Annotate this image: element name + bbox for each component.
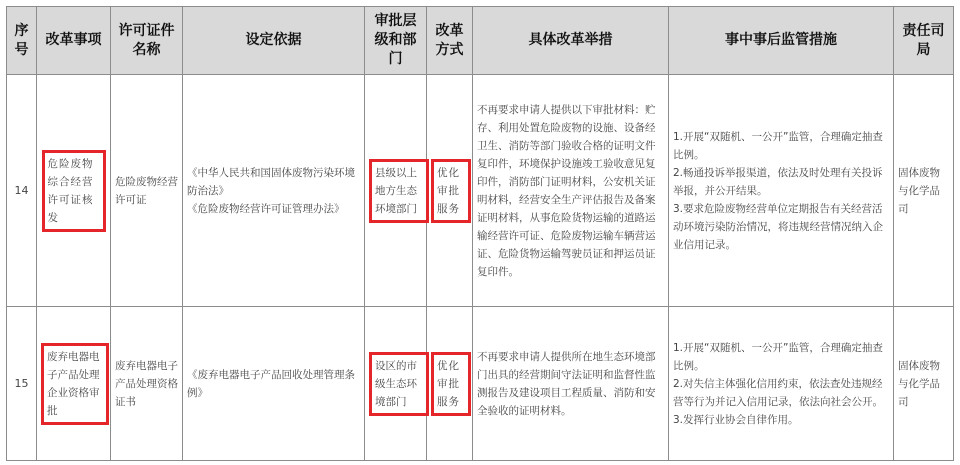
row-basis: 《废弃电器电子产品回收处理管理条例》 [183, 307, 365, 461]
row-level-cell [365, 307, 427, 461]
row-dept: 固体废物与化学品司 [894, 307, 954, 461]
row-item-cell [37, 307, 111, 461]
table-row [7, 307, 954, 461]
row-mode-highlight: 优化审批服务 [431, 159, 471, 223]
row-seq: 15 [7, 307, 37, 461]
header-license: 许可证件名称 [111, 7, 183, 75]
row-level-highlight: 设区的市级生态环境部门 [369, 352, 429, 416]
header-supervision: 事中事后监管措施 [669, 7, 894, 75]
header-row [7, 7, 954, 75]
header-level: 审批层级和部门 [365, 7, 427, 75]
row-mode-cell [427, 75, 473, 307]
row-dept: 固体废物与化学品司 [894, 75, 954, 307]
header-basis: 设定依据 [183, 7, 365, 75]
row-item-highlight: 废弃电器电子产品处理企业资格审批 [41, 343, 109, 425]
row-level-highlight: 县级以上地方生态环境部门 [369, 159, 429, 223]
table-row [7, 75, 954, 307]
header-measures: 具体改革举措 [473, 7, 669, 75]
row-level-cell [365, 75, 427, 307]
header-mode: 改革方式 [427, 7, 473, 75]
reform-table [6, 6, 954, 461]
row-basis: 《中华人民共和国固体废物污染环境防治法》 《危险废物经营许可证管理办法》 [183, 75, 365, 307]
row-measures: 不再要求申请人提供以下审批材料：贮存、利用处置危险废物的设施、设备经卫生、消防等部门验收合格的证明文件复印件，环境保护设施竣工验收意见复印件，消防部门证明材料，公安机关证明材料，经营安全生产评估报告及备案证明材料，从事危险货物运输的道路运输经营许可证、危险废物运输车辆营运证、危险货物运输驾驶员证和押运员证复印件。 [473, 75, 669, 307]
row-supervision: 1.开展“双随机、一公开”监管，合理确定抽查比例。 2.畅通投诉举报渠道，依法及时处理有关投诉举报，并公开结果。 3.要求危险废物经营单位定期报告有关经营活动环境污染防治情况，将违规经营情况纳入企业信用记录。 [669, 75, 894, 307]
row-item-highlight: 危险废物综合经营许可证核发 [42, 150, 106, 232]
row-seq: 14 [7, 75, 37, 307]
row-license: 废弃电器电子产品处理资格证书 [111, 307, 183, 461]
header-item: 改革事项 [37, 7, 111, 75]
header-seq: 序号 [7, 7, 37, 75]
row-supervision: 1.开展“双随机、一公开”监管，合理确定抽查比例。 2.对失信主体强化信用约束，依法查处违规经营等行为并记入信用记录，依法向社会公开。 3.发挥行业协会自律作用。 [669, 307, 894, 461]
row-item-cell [37, 75, 111, 307]
row-measures: 不再要求申请人提供所在地生态环境部门出具的经营期间守法证明和监督性监测报告及建设项目工程质量、消防和安全验收的证明材料。 [473, 307, 669, 461]
row-mode-cell [427, 307, 473, 461]
row-license: 危险废物经营许可证 [111, 75, 183, 307]
header-dept: 责任司局 [894, 7, 954, 75]
row-mode-highlight: 优化审批服务 [431, 352, 471, 416]
